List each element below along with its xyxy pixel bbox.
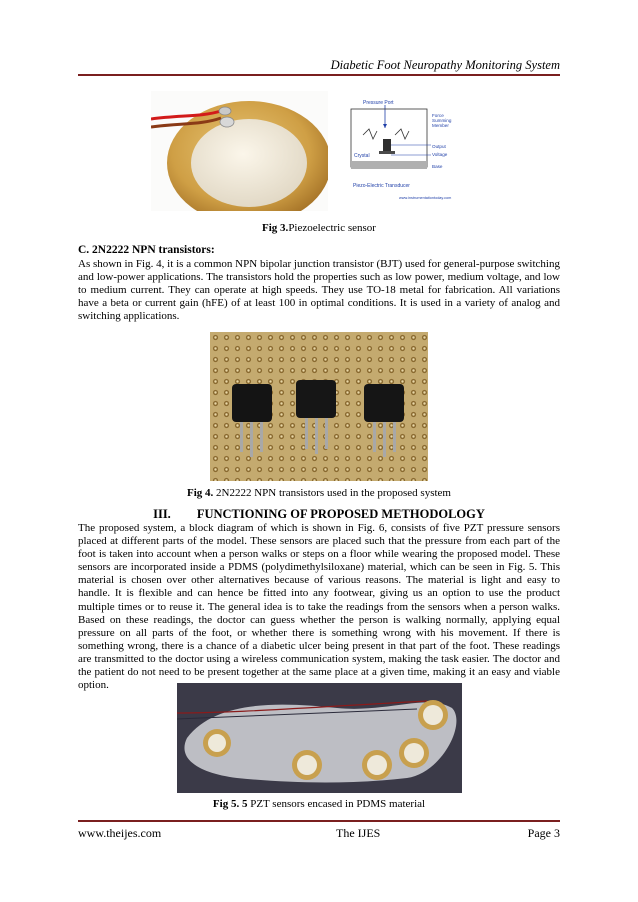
piezo-transducer-diagram [343,95,463,210]
force-label-2: Summing [432,118,452,123]
figure4-caption-text: 2N2222 NPN transistors used in the proposed system [213,487,451,499]
footer-journal: The IJES [336,826,381,840]
figure4-caption [78,487,560,499]
figure5-caption [78,798,560,810]
section-iii-paragraph: The proposed system, a block diagram of which is shown in Fig. 6, consists of five PZT pressure sensors placed at different parts of the model. These sensors are placed such that the pressure from each part of the foot is taken into account when a person walks or steps on a floor while wearing the proposed model. These sensors are incorporated inside a PDMS (polydimethylsiloxane) material, which can be seen in Fig. 5. This material is chosen over other alternatives because of various reasons. The material is light and easy to handle. It is flexible and can hence be fitted into any footwear, giving us an option to use the product multiple times or to reuse it. The general idea is to take the readings from the sensors when a person walks. Based on these readings, the doctor can guess whether the person is walking normally, applying equal pressure on all parts of the foot, or whether there is something wrong with his movement. If there is something wrong, there is a chance of a diabetic ulcer being present in that part of the foot. These readings are transmitted to the doctor using a wireless communication system, making the task easier. The doctor and the patient do not need to be present together at the same place at a given time, making it an easy and viable option. [78,522,560,692]
section-iii-heading [78,507,560,522]
base-label: Base [432,164,443,169]
figure3-caption [78,222,560,234]
force-label-3: Member [432,123,449,128]
pressure-port-label: Pressure Port [363,100,394,106]
figure5-caption-label: Fig 5. 5 [212,798,248,810]
figure4-caption-label: Fig 4. [187,487,214,499]
force-label-1: Force [432,113,444,118]
section-c-paragraph: As shown in Fig. 4, it is a common NPN bipolar junction transistor (BJT) used for general-purpose switching and low-power applications. The transistors hold the properties such as low power, medium voltage, and low to medium current. They can operate at high speeds. They use TO-18 metal for fabrication. All variations have a beta or current gain (hFE) of at least 100 in optimal conditions. It is used in a variety of analog and switching applications. [78,258,560,323]
crystal-label: Crystal [354,153,370,159]
section-iii-title: FUNCTIONING OF PROPOSED METHODOLOGY [196,507,485,521]
header-rule [78,74,560,76]
footer-page-number: Page 3 [527,826,560,840]
section-iii-number: III. [153,507,171,521]
piezo-sensor-photo [151,91,328,211]
pzt-sensors-photo [177,683,462,793]
diagram-title: Piezo-Electric Transducer [353,183,410,189]
section-c-heading: C. 2N2222 NPN transistors: [78,244,215,256]
running-header: Diabetic Foot Neuropathy Monitoring System [330,58,560,72]
figure3-caption-label: Fig 3. [262,222,289,234]
output-label-1: Output [432,144,446,149]
figure5-caption-text: PZT sensors encased in PDMS material [247,798,426,810]
footer-rule [78,820,560,822]
output-label-2: Voltage [432,152,448,157]
diagram-url: www.instrumentationtoday.com [399,196,452,200]
transistors-photo [210,332,428,481]
figure3-caption-text: Piezoelectric sensor [288,222,376,234]
footer-website: www.theijes.com [78,826,162,840]
